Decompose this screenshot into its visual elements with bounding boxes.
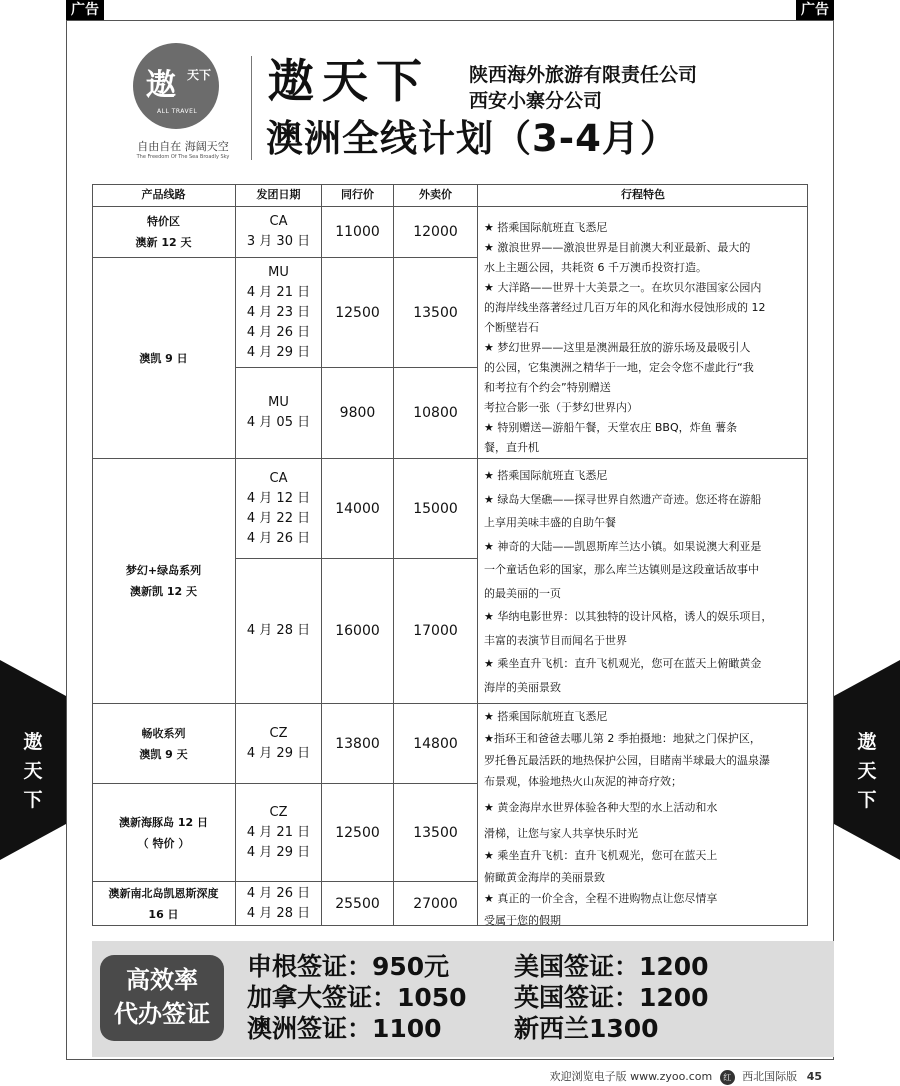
table-row-dates: 4 月 26 日 4 月 28 日 <box>236 882 322 926</box>
side-char: 遨 <box>23 731 43 753</box>
table-row-dates: CA 4 月 12 日 4 月 22 日 4 月 26 日 <box>236 459 322 559</box>
company-name: 陕西海外旅游有限责任公司 <box>469 64 698 86</box>
table-row-dates: CZ 4 月 29 日 <box>236 704 322 784</box>
footer-edition: 西北国际版 <box>742 1070 798 1083</box>
table-row-trade-price: 13800 <box>322 704 394 784</box>
table-row-route: 特价区 澳新 12 天 <box>92 207 236 258</box>
table-row-dates: CA 3 月 30 日 <box>236 207 322 258</box>
edition-circle-icon: 红 <box>720 1070 735 1085</box>
table-row-dates: CZ 4 月 21 日 4 月 29 日 <box>236 784 322 882</box>
page-title: 澳洲全线计划（3-4月） <box>266 117 678 160</box>
table-row-retail-price: 15000 <box>394 459 478 559</box>
features-list: ★ 搭乘国际航班直飞悉尼 ★ 绿岛大堡礁——探寻世界自然遗产奇迹。您还将在游船 上享用美味丰盛的自助午餐 ★ 神奇的大陆——凯恩斯库兰达小镇。如果说澳大利亚是 一个童话色彩的国家，那么库兰达镇则是这段童话故事中 的最美丽的一页 ★ 华纳电影世界：以其独特的设计风格，诱人的娱乐项目， 丰富的表演节目而闻名于世界 ★ 乘坐直升飞机：直升飞机观光，您可在蓝天上俯瞰黄金 海岸的美丽景致 <box>484 469 773 694</box>
col-header: 行程特色 <box>478 184 808 207</box>
table-row-retail-price: 14800 <box>394 704 478 784</box>
table-row-trade-price: 9800 <box>322 368 394 459</box>
table-row-route: 畅收系列 澳凯 9 天 <box>92 704 236 784</box>
header-divider <box>251 56 252 160</box>
visa-item: 英国签证：1200 <box>514 983 709 1012</box>
col-header: 产品线路 <box>92 184 236 207</box>
side-char: 下 <box>857 789 877 811</box>
logo-en: ALL TRAVEL <box>157 108 198 115</box>
table-row-dates: MU 4 月 21 日 4 月 23 日 4 月 26 日 4 月 29 日 <box>236 258 322 368</box>
features-list: ★ 搭乘国际航班直飞悉尼 ★ 激浪世界——激浪世界是目前澳大利亚最新、最大的 水上主题公园，共耗资 6 千万澳币投资打造。 ★ 大洋路——世界十大美景之一。在坎贝尔港国家公园内 的海岸线坐落著经过几百万年的风化和海水侵蚀形成的 12 个断壁岩石 ★ 梦幻世界——这里是澳洲最狂放的游乐场及最吸引人 的公园，它集澳洲之精华于一地，定会令您不虚此行“我 和考拉有个约会”特别赠送 考拉合影一张（于梦幻世界内） ★ 特别赠送—游船午餐，天堂农庄 BBQ，炸鱼 薯条 餐，直升机 <box>484 221 766 454</box>
visa-item: 新西兰1300 <box>514 1014 659 1043</box>
footer <box>550 1068 822 1085</box>
visa-item: 申根签证：950元 <box>247 952 450 981</box>
logo-main-char: 遨 <box>146 68 176 103</box>
col-header: 同行价 <box>322 184 394 207</box>
visa-badge: 高效率 代办签证 <box>100 955 224 1041</box>
col-header: 发团日期 <box>236 184 322 207</box>
table-row-route: 澳新南北岛凯恩斯深度 16 日 <box>92 882 236 926</box>
company-branch: 西安小寨分公司 <box>469 90 603 112</box>
visa-item: 美国签证：1200 <box>514 952 709 981</box>
side-tab-right <box>834 660 900 860</box>
table-row-retail-price: 13500 <box>394 784 478 882</box>
side-char: 遨 <box>857 731 877 753</box>
footer-text: 欢迎浏览电子版 www.zyoo.com <box>549 1070 713 1083</box>
table-row-trade-price: 12500 <box>322 258 394 368</box>
table-row-route: 澳凯 9 日 <box>92 258 236 459</box>
visa-item: 加拿大签证：1050 <box>247 983 467 1012</box>
table-row-dates: MU 4 月 05 日 <box>236 368 322 459</box>
side-char: 天 <box>23 760 43 782</box>
tour-table <box>92 184 808 926</box>
side-char: 天 <box>857 760 877 782</box>
table-row-route: 澳新海豚岛 12 日 （ 特价 ） <box>92 784 236 882</box>
table-row-trade-price: 11000 <box>322 207 394 258</box>
page-number: 45 <box>806 1070 822 1083</box>
visa-item: 澳洲签证：1100 <box>247 1014 442 1043</box>
ad-label-left: 广告 <box>66 0 104 20</box>
table-row-retail-price: 17000 <box>394 559 478 704</box>
side-tab-left <box>0 660 66 860</box>
table-row-trade-price: 25500 <box>322 882 394 926</box>
table-row-dates: 4 月 28 日 <box>236 559 322 704</box>
side-char: 下 <box>23 789 43 811</box>
table-row-retail-price: 12000 <box>394 207 478 258</box>
table-row-retail-price: 27000 <box>394 882 478 926</box>
table-row-trade-price: 12500 <box>322 784 394 882</box>
table-row-retail-price: 10800 <box>394 368 478 459</box>
table-row-route: 梦幻+绿岛系列 澳新凯 12 天 <box>92 459 236 704</box>
logo-sub-chars: 天下 <box>187 68 212 82</box>
table-row-trade-price: 16000 <box>322 559 394 704</box>
features-list: ★ 搭乘国际航班直飞悉尼 ★指环王和爸爸去哪儿第 2 季拍摄地：地狱之门保护区， 罗托鲁瓦最活跃的地热保护公园，目睹南半球最大的温泉瀑 布景观，体验地热火山灰泥的神奇疗效； ★ 黄金海岸水世界体验各种大型的水上活动和水 滑梯，让您与家人共享快乐时光 ★ 乘坐直升飞机：直升飞机观光，您可在蓝天上 俯瞰黄金海岸的美丽景致 ★ 真正的一价全含，全程不进购物点让您尽情享 受属于您的假期 <box>484 710 770 928</box>
logo-slogan-en: The Freedom Of The Sea Broadly Sky <box>136 154 230 160</box>
brand-name: 遨天下 <box>268 54 430 108</box>
logo-slogan: 自由自在 海阔天空 <box>137 140 229 153</box>
col-header: 外卖价 <box>394 184 478 207</box>
table-row-retail-price: 13500 <box>394 258 478 368</box>
table-row-trade-price: 14000 <box>322 459 394 559</box>
ad-label-right: 广告 <box>796 0 834 20</box>
